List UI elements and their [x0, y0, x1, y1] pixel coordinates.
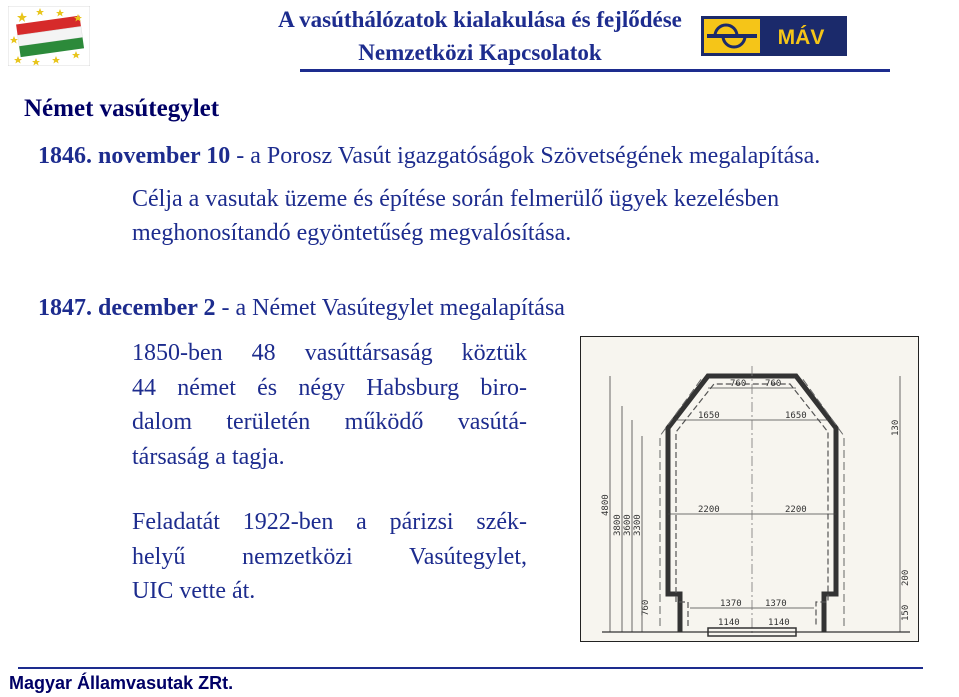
- eu-hungary-flag-logo: [8, 6, 90, 66]
- slide-subtitle: Nemzetközi Kapcsolatok: [358, 40, 602, 65]
- entry-1847: [38, 295, 565, 322]
- paragraph-line: Feladatát 1922-ben a párizsi szék-: [132, 509, 527, 535]
- uic-paragraph: [132, 505, 527, 609]
- section-heading: Német vasútegylet: [24, 95, 220, 122]
- entry-detail-line: Célja a vasutak üzeme és építése során felmerülő ügyek kezelésben: [132, 186, 780, 212]
- paragraph-line: 1850-ben 48 vasúttársaság köztük: [132, 340, 527, 366]
- dim-label: 200: [901, 569, 911, 586]
- dim-label: 4800: [601, 494, 611, 516]
- dim-label: 1370: [765, 599, 787, 609]
- mav-logo: [701, 16, 847, 56]
- paragraph-line: 44 német és négy Habsburg biro-: [132, 374, 527, 401]
- dim-label: 760: [730, 379, 747, 389]
- entry-text: - a Német Vasútegylet megalapítása: [215, 295, 565, 321]
- paragraph-line: dalom területén működő vasútá-: [132, 409, 527, 435]
- dim-label: 1370: [720, 599, 742, 609]
- dim-label: 3600: [623, 514, 633, 536]
- dim-label: 760: [641, 599, 651, 616]
- slide-title: A vasúthálózatok kialakulása és fejlődése: [278, 7, 682, 32]
- footer-text: Magyar Államvasutak ZRt.: [9, 673, 234, 693]
- entry-detail-line: meghonosítandó egyöntetűség megvalósítása.: [132, 220, 572, 246]
- entry-1846: [38, 143, 820, 170]
- paragraph-line: helyű nemzetközi Vasútegylet,: [132, 543, 527, 570]
- dim-label: 1650: [698, 411, 720, 421]
- dim-label: 130: [891, 419, 901, 436]
- dim-label: 1140: [768, 618, 790, 628]
- dim-label: 3300: [633, 514, 643, 536]
- mav-logo-text: MÁV: [777, 26, 825, 49]
- header-divider: [300, 69, 890, 72]
- entry-date: 1847. december 2: [38, 295, 216, 321]
- paragraph-line: UIC vette át.: [132, 578, 256, 604]
- paragraph-line: társaság a tagja.: [132, 443, 285, 470]
- entry-text: - a Porosz Vasút igazgatóságok Szövetségének megalapítása.: [230, 143, 821, 169]
- footer-divider: [18, 667, 923, 669]
- dim-label: 760: [765, 379, 782, 389]
- dim-label: 2200: [698, 505, 720, 515]
- loading-gauge-drawing: [580, 336, 919, 642]
- dim-label: 1650: [785, 411, 807, 421]
- dim-label: 2200: [785, 505, 807, 515]
- entry-date: 1846. november 10: [38, 143, 231, 169]
- dim-label: 150: [901, 604, 911, 621]
- dim-label: 1140: [718, 618, 740, 628]
- members-paragraph: [132, 336, 527, 474]
- dim-label: 3800: [613, 514, 623, 536]
